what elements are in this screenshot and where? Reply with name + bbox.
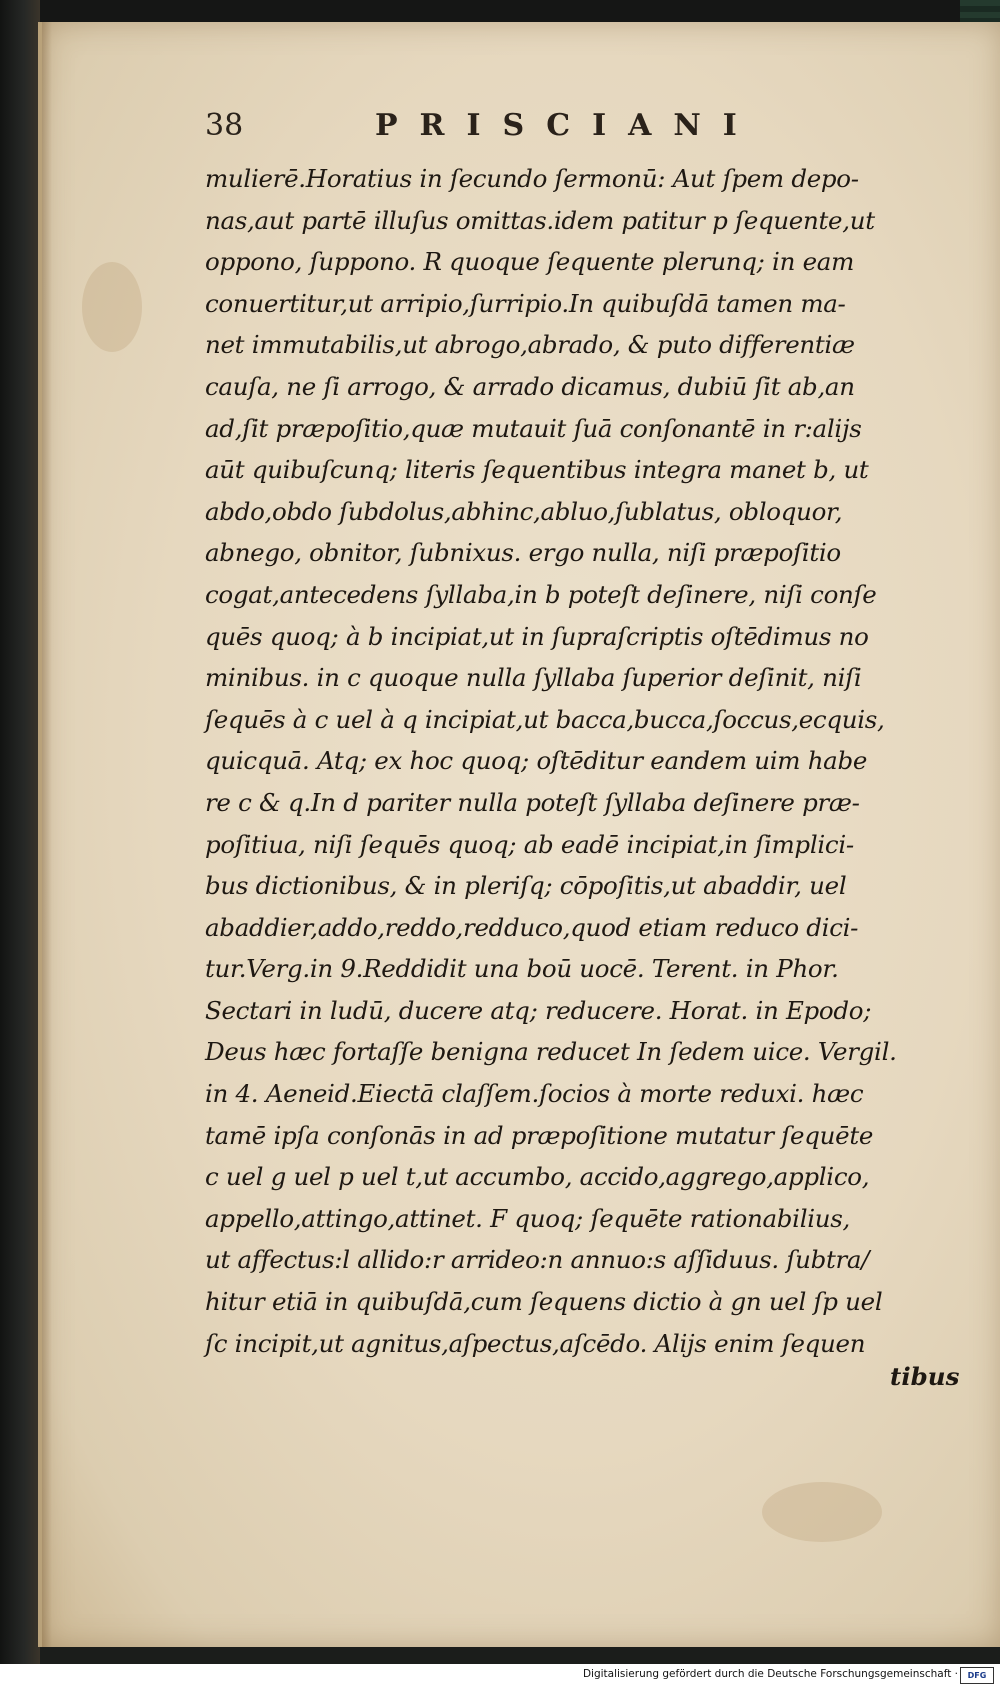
running-title: PRISCIANI xyxy=(375,108,759,143)
text-line: cauſa, ne ſi arrogo, & arrado dicamus, dubiū ſit ab,an xyxy=(205,371,855,401)
text-line: hitur etiā in quibuſdā,cum ſequens dictio à gn uel ſp uel xyxy=(205,1287,883,1317)
text-line: re c & q.In d pariter nulla poteſt ſyllaba deſinere præ- xyxy=(205,787,860,817)
paper-stain xyxy=(762,1482,882,1542)
text-line: ſequēs à c uel à q incipiat,ut bacca,bucca,ſoccus,ecquis, xyxy=(205,704,885,734)
text-line: poſitiua, niſi ſequēs quoq; ab eadē incipiat,in ſimplici- xyxy=(205,829,854,859)
text-line: cogat,antecedens ſyllaba,in b poteſt deſinere, niſi conſe xyxy=(205,579,877,609)
text-line: ſc incipit,ut agnitus,aſpectus,aſcēdo. Alijs enim ſequen xyxy=(205,1328,866,1358)
text-line: Sectari in ludū, ducere atq; reducere. Horat. in Epodo; xyxy=(205,995,872,1025)
dfg-logo: DFG xyxy=(960,1667,994,1684)
text-line: minibus. in c quoque nulla ſyllaba ſuperior deſinit, niſi xyxy=(205,663,862,693)
text-line: in 4. Aeneid.Eiectā claſſem.ſocios à morte reduxi. hæc xyxy=(205,1079,864,1109)
text-line: abnego, obnitor, ſubnixus. ergo nulla, niſi præpoſitio xyxy=(205,538,841,568)
catchword: tibus xyxy=(890,1362,960,1391)
text-line: conuertitur,ut arripio,ſurripio.In quibuſdā tamen ma- xyxy=(205,288,846,318)
text-line: appello,attingo,attinet. F quoq; ſequēte rationabilius, xyxy=(205,1203,851,1233)
text-line: tamē ipſa conſonās in ad præpoſitione mutatur ſequēte xyxy=(205,1120,874,1150)
text-line: abaddier,addo,reddo,redduco,quod etiam reduco dici- xyxy=(205,912,859,942)
running-head xyxy=(205,108,795,152)
text-line: aūt quibuſcunq; literis ſequentibus integra manet b, ut xyxy=(205,455,869,485)
digitization-footer xyxy=(0,1664,1000,1687)
body-text xyxy=(205,158,959,1364)
text-line: oppono, ſuppono. R quoque ſequente plerunq; in eam xyxy=(205,247,855,277)
text-line: quēs quoq; à b incipiat,ut in ſupraſcriptis oſtēdimus no xyxy=(205,621,869,651)
text-line: quicquā. Atq; ex hoc quoq; oſtēditur eandem uim habe xyxy=(205,746,868,776)
text-line: abdo,obdo ſubdolus,abhinc,abluo,ſublatus, obloquor, xyxy=(205,496,843,526)
text-line: mulierē.Horatius in ſecundo ſermonū: Aut ſpem depo- xyxy=(205,164,859,193)
text-line: Deus hæc fortaſſe benigna reducet In ſedem uice. Vergil. xyxy=(205,1037,897,1067)
paper-stain xyxy=(82,262,142,352)
text-line: ut affectus:l allido:r arrideo:n annuo:s aſſiduus. ſubtra/ xyxy=(205,1245,870,1275)
text-line: bus dictionibus, & in pleriſq; cōpoſitis,ut abaddir, uel xyxy=(205,871,847,901)
text-line: net immutabilis,ut abrogo,abrado, & puto differentiæ xyxy=(205,330,855,360)
funding-credit: Digitalisierung gefördert durch die Deutsche Forschungsgemeinschaft · xyxy=(582,1668,958,1680)
page-number: 38 xyxy=(205,108,244,143)
text-line: nas,aut partē illuſus omittas.idem patitur p ſequente,ut xyxy=(205,205,875,235)
text-line: c uel g uel p uel t,ut accumbo, accido,aggrego,applico, xyxy=(205,1162,870,1192)
text-line: ad,ſit præpoſitio,quæ mutauit ſuā conſonantē in r:alijs xyxy=(205,413,862,443)
scan-background-left xyxy=(0,0,40,1687)
page-gutter-shadow xyxy=(42,22,52,1647)
text-line: tur.Verg.in 9.Reddidit una boū uocē. Terent. in Phor. xyxy=(205,954,839,984)
